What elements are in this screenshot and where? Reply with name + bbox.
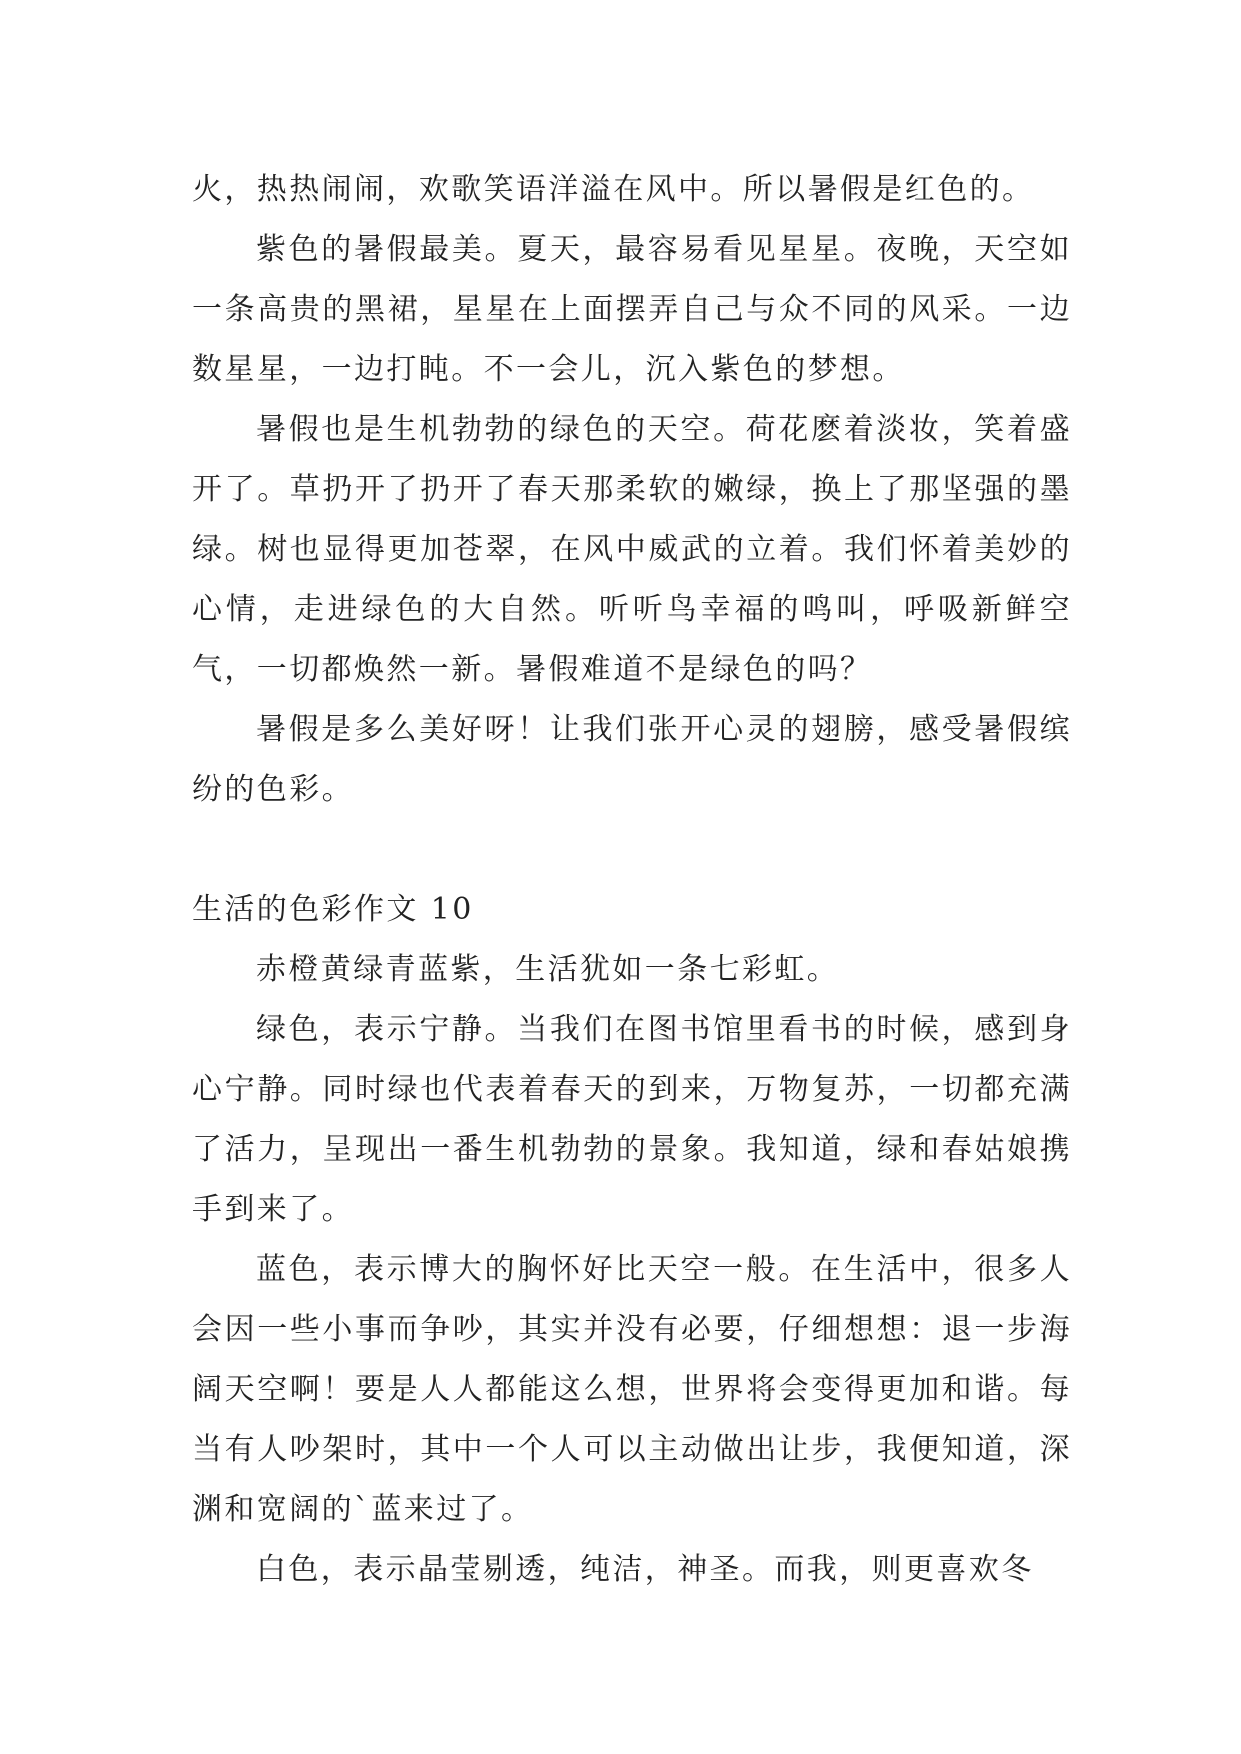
paragraph-6: 绿色，表示宁静。当我们在图书馆里看书的时候，感到身心宁静。同时绿也代表着春天的到来，万物复苏，一切都充满了活力，呈现出一番生机勃勃的景象。我知道，绿和春姑娘携手到来了。 bbox=[192, 1012, 1072, 1227]
paragraph-4: 暑假是多么美好呀！让我们张开心灵的翅膀，感受暑假缤纷的色彩。 bbox=[192, 712, 1072, 807]
paragraph-1: 火，热热闹闹，欢歌笑语洋溢在风中。所以暑假是红色的。 bbox=[192, 172, 1035, 207]
document-body bbox=[192, 160, 1072, 1600]
paragraph-8: 白色，表示晶莹剔透，纯洁，神圣。而我，则更喜欢冬 bbox=[256, 1552, 1034, 1587]
paragraph-3: 暑假也是生机勃勃的绿色的天空。荷花麽着淡妆，笑着盛开了。草扔开了扔开了春天那柔软的嫩绿，换上了那坚强的墨绿。树也显得更加苍翠，在风中威武的立着。我们怀着美妙的心情，走进绿色的大自然。听听鸟幸福的鸣叫，呼吸新鲜空气，一切都焕然一新。暑假难道不是绿色的吗？ bbox=[192, 412, 1072, 687]
paragraph-5: 赤橙黄绿青蓝紫，生活犹如一条七彩虹。 bbox=[256, 952, 840, 987]
paragraph-7: 蓝色，表示博大的胸怀好比天空一般。在生活中，很多人会因一些小事而争吵，其实并没有必要，仔细想想：退一步海阔天空啊！要是人人都能这么想，世界将会变得更加和谐。每当有人吵架时，其中一个人可以主动做出让步，我便知道，深渊和宽阔的`蓝来过了。 bbox=[192, 1252, 1072, 1527]
paragraph-2: 紫色的暑假最美。夏天，最容易看见星星。夜晚，天空如一条高贵的黑裙，星星在上面摆弄自己与众不同的风采。一边数星星，一边打盹。不一会儿，沉入紫色的梦想。 bbox=[192, 232, 1072, 387]
section-heading: 生活的色彩作文 10 bbox=[192, 892, 474, 927]
